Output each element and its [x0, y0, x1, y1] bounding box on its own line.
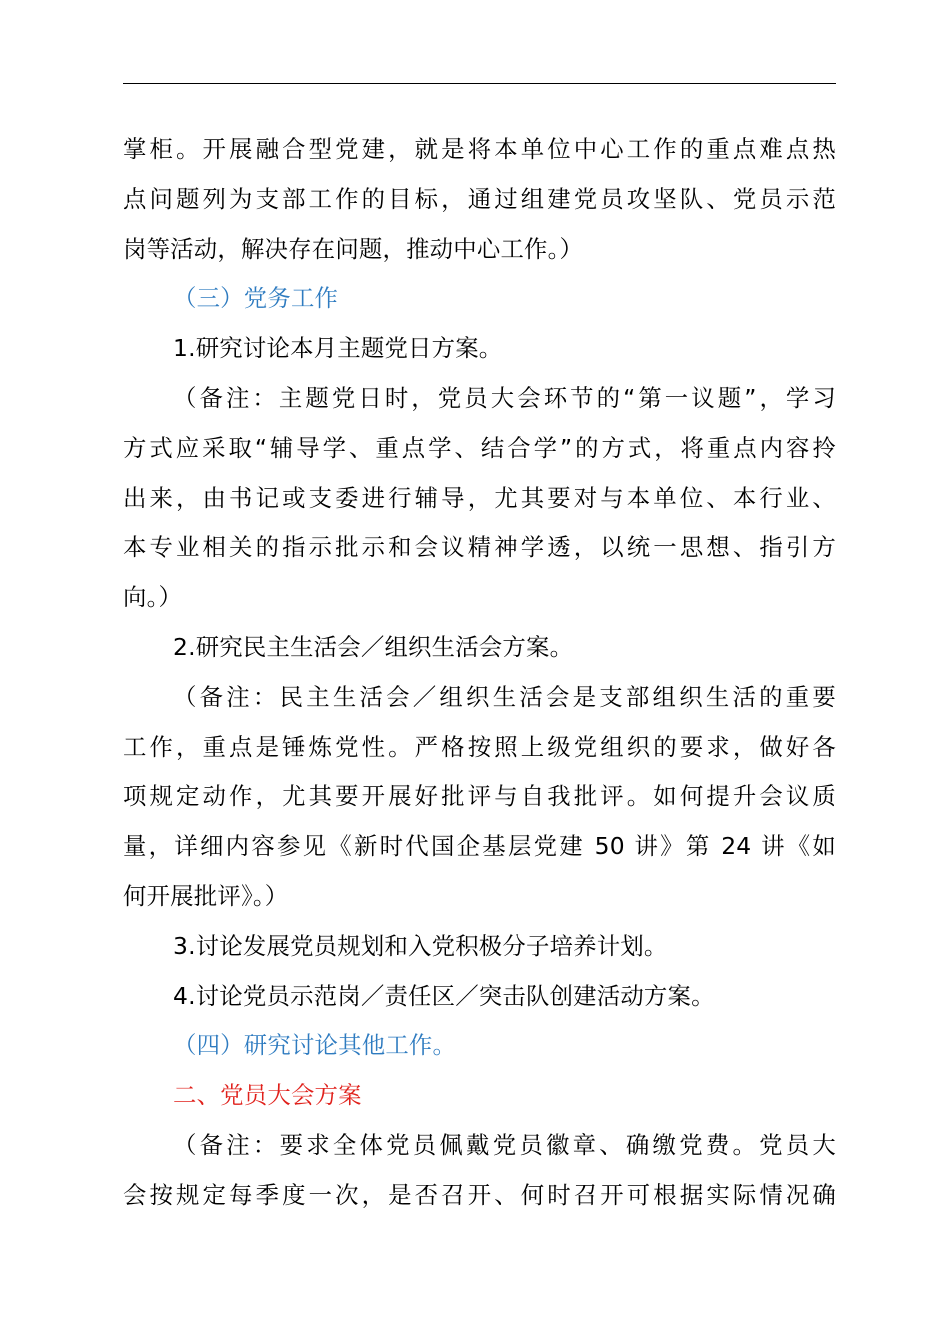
document-body	[123, 125, 836, 1221]
note-1-line-5: 向。）	[123, 583, 183, 612]
item-1-title: 1.研究讨论本月主题党日方案。	[173, 334, 503, 363]
item-4-title: 4.讨论党员示范岗／责任区／突击队创建活动方案。	[173, 981, 715, 1010]
text-line-3: 岗等活动，解决存在问题，推动中心工作。）	[123, 234, 584, 263]
note-3-line-2: 会按规定每季度一次，是否召开、何时召开可根据实际情况确	[123, 1180, 836, 1209]
note-1-line-3: 出来，由书记或支委进行辅导，尤其要对与本单位、本行业、	[123, 483, 836, 512]
note-2-line-5: 何开展批评》。）	[123, 881, 289, 910]
header-rule	[123, 83, 836, 84]
note-3-line-1: （备注：要求全体党员佩戴党员徽章、确缴党费。党员大	[173, 1130, 836, 1159]
note-1-line-1: （备注：主题党日时，党员大会环节的“第一议题”，学习	[173, 383, 836, 412]
section-heading-party-affairs: （三）党务工作	[173, 284, 339, 313]
note-2-line-3: 项规定动作，尤其要开展好批评与自我批评。如何提升会议质	[123, 782, 836, 811]
item-2-title: 2.研究民主生活会／组织生活会方案。	[173, 632, 574, 661]
note-1-line-4: 本专业相关的指示批示和会议精神学透，以统一思想、指引方	[123, 533, 836, 562]
note-2-line-4: 量，详细内容参见《新时代国企基层党建 50 讲》第 24 讲《如	[123, 832, 836, 861]
text-line-2: 点问题列为支部工作的目标，通过组建党员攻坚队、党员示范	[123, 184, 836, 213]
text-line-1: 掌柜。开展融合型党建，就是将本单位中心工作的重点难点热	[123, 135, 836, 163]
section-heading-other-work: （四）研究讨论其他工作。	[173, 1031, 457, 1060]
note-1-line-2: 方式应采取“辅导学、重点学、结合学”的方式，将重点内容拎	[123, 433, 836, 462]
note-2-line-1: （备注：民主生活会／组织生活会是支部组织生活的重要	[173, 682, 836, 711]
chapter-heading-member-meeting: 二、党员大会方案	[173, 1081, 362, 1110]
note-2-line-2: 工作，重点是锤炼党性。严格按照上级党组织的要求，做好各	[123, 732, 836, 761]
item-3-title: 3.讨论发展党员规划和入党积极分子培养计划。	[173, 931, 668, 960]
